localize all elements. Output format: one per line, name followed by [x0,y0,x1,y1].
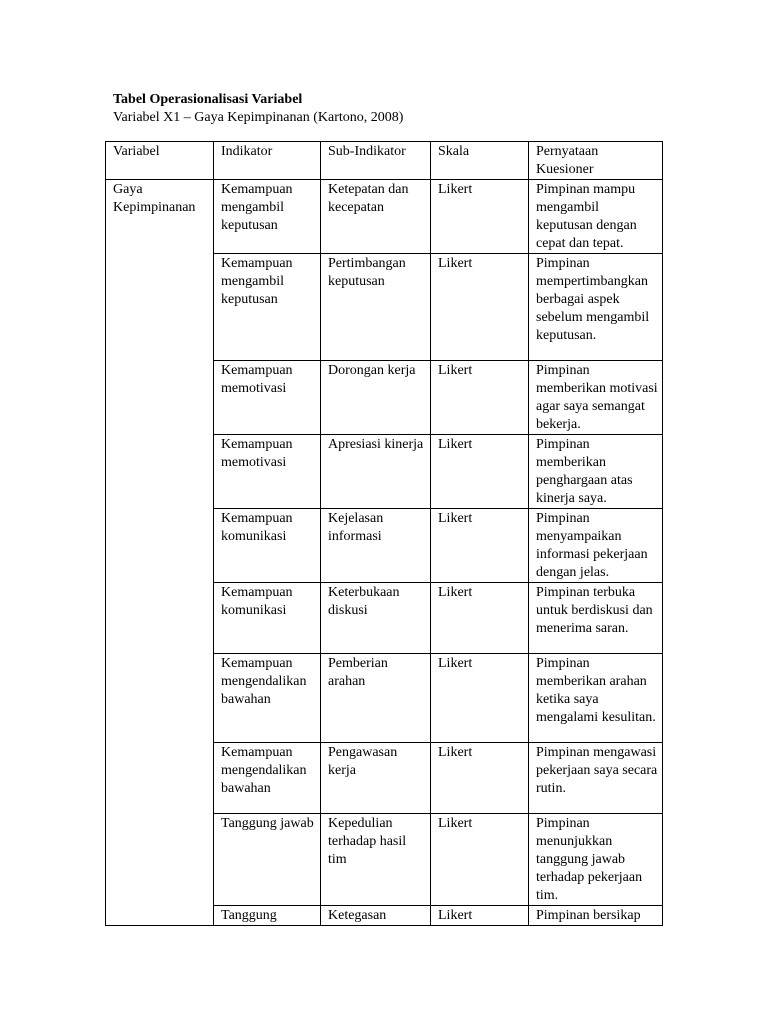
sub-indikator-cell: Dorongan kerja [321,361,431,435]
skala-cell: Likert [431,583,529,654]
indikator-cell: Kemampuan memotivasi [214,435,321,509]
indikator-cell: Kemampuan mengambil keputusan [214,180,321,254]
indikator-cell: Kemampuan mengambil keputusan [214,254,321,361]
indikator-cell: Tanggung jawab [214,814,321,906]
sub-indikator-cell: Kejelasan informasi [321,509,431,583]
indikator-cell: Kemampuan mengendalikan bawahan [214,743,321,814]
pernyataan-cell: Pimpinan bersikap [529,906,663,926]
indikator-cell: Kemampuan komunikasi [214,509,321,583]
pernyataan-cell: Pimpinan memberikan arahan ketika saya mengalami kesulitan. [529,654,663,743]
header-indikator: Indikator [214,142,321,180]
pernyataan-cell: Pimpinan terbuka untuk berdiskusi dan menerima saran. [529,583,663,654]
table-header-row [106,142,663,180]
sub-indikator-cell: Pengawasan kerja [321,743,431,814]
pernyataan-cell: Pimpinan mengawasi pekerjaan saya secara rutin. [529,743,663,814]
indikator-cell: Kemampuan memotivasi [214,361,321,435]
table-row [106,180,663,254]
indikator-cell: Tanggung [214,906,321,926]
pernyataan-cell: Pimpinan menyampaikan informasi pekerjaan dengan jelas. [529,509,663,583]
header-sub-indikator: Sub-Indikator [321,142,431,180]
sub-indikator-cell: Ketegasan [321,906,431,926]
pernyataan-cell: Pimpinan mampu mengambil keputusan dengan cepat dan tepat. [529,180,663,254]
skala-cell: Likert [431,654,529,743]
operationalization-table [105,141,663,926]
skala-cell: Likert [431,361,529,435]
header-pernyataan: Pernyataan Kuesioner [529,142,663,180]
sub-indikator-cell: Apresiasi kinerja [321,435,431,509]
sub-indikator-cell: Ketepatan dan kecepatan [321,180,431,254]
skala-cell: Likert [431,814,529,906]
header-skala: Skala [431,142,529,180]
indikator-cell: Kemampuan komunikasi [214,583,321,654]
skala-cell: Likert [431,254,529,361]
sub-indikator-cell: Keterbukaan diskusi [321,583,431,654]
sub-indikator-cell: Kepedulian terhadap hasil tim [321,814,431,906]
header-variabel: Variabel [106,142,214,180]
skala-cell: Likert [431,906,529,926]
document-subtitle: Variabel X1 – Gaya Kepimpinanan (Kartono, 2008) [113,110,404,125]
skala-cell: Likert [431,435,529,509]
pernyataan-cell: Pimpinan memberikan penghargaan atas kinerja saya. [529,435,663,509]
sub-indikator-cell: Pemberian arahan [321,654,431,743]
skala-cell: Likert [431,180,529,254]
pernyataan-cell: Pimpinan memberikan motivasi agar saya semangat bekerja. [529,361,663,435]
document-title: Tabel Operasionalisasi Variabel [113,92,303,107]
pernyataan-cell: Pimpinan menunjukkan tanggung jawab terhadap pekerjaan tim. [529,814,663,906]
pernyataan-cell: Pimpinan mempertimbangkan berbagai aspek sebelum mengambil keputusan. [529,254,663,361]
skala-cell: Likert [431,509,529,583]
skala-cell: Likert [431,743,529,814]
sub-indikator-cell: Pertimbangan keputusan [321,254,431,361]
indikator-cell: Kemampuan mengendalikan bawahan [214,654,321,743]
variabel-cell: Gaya Kepimpinanan [106,180,214,926]
